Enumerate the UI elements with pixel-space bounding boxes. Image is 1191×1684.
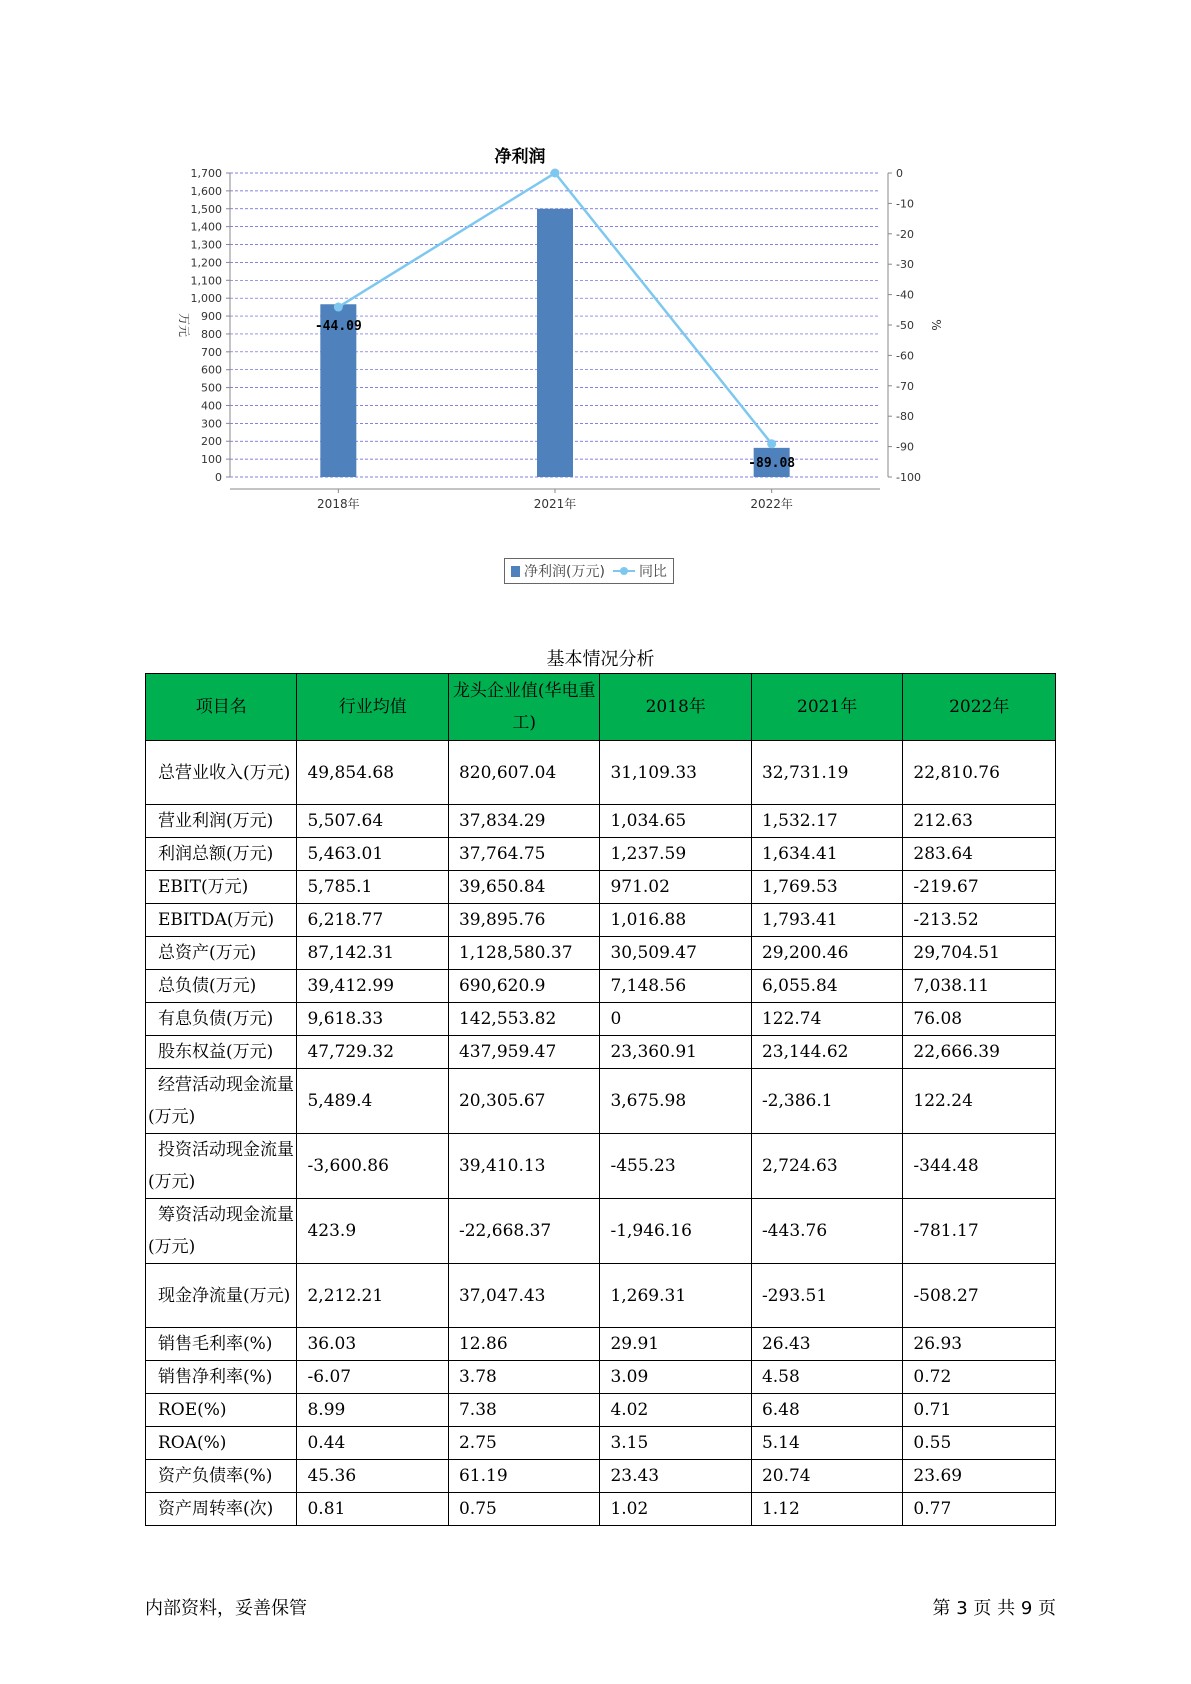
y-tick-label: 900	[201, 310, 222, 324]
cell-2018: -455.23	[600, 1134, 751, 1199]
cell-item: 股东权益(万元)	[146, 1036, 297, 1069]
legend-bar-swatch	[511, 566, 520, 577]
cell-leader: 39,410.13	[448, 1134, 599, 1199]
y2-tick-label: -90	[896, 440, 914, 454]
cell-item: 有息负债(万元)	[146, 1003, 297, 1036]
cell-industry-avg: 5,507.64	[297, 805, 448, 838]
cell-item: 资产负债率(%)	[146, 1460, 297, 1493]
net-profit-chart	[140, 130, 1040, 600]
cell-2022: 22,666.39	[903, 1036, 1056, 1069]
x-tick-label: 2021年	[533, 497, 577, 511]
y-tick-label: 400	[201, 399, 222, 413]
table-row	[146, 1427, 1056, 1460]
cell-2018: -1,946.16	[600, 1199, 751, 1264]
cell-2018: 3,675.98	[600, 1069, 751, 1134]
cell-item: EBIT(万元)	[146, 871, 297, 904]
cell-2022: -508.27	[903, 1264, 1056, 1328]
y2-tick-label: -50	[896, 319, 914, 332]
y2-axis-label: %	[929, 319, 943, 331]
cell-item: 总负债(万元)	[146, 970, 297, 1003]
yoy-data-label: -44.09	[314, 319, 362, 335]
header-2022: 2022年	[903, 674, 1056, 741]
table-caption: 基本情况分析	[546, 649, 655, 670]
cell-item: 经营活动现金流量(万元)	[146, 1069, 297, 1134]
cell-2021: 1.12	[751, 1493, 902, 1526]
y-axis-label: 万元	[177, 312, 191, 338]
cell-2018: 30,509.47	[600, 937, 751, 970]
cell-leader: 3.78	[448, 1361, 599, 1394]
cell-2022: 7,038.11	[903, 970, 1056, 1003]
cell-2021: -443.76	[751, 1199, 902, 1264]
cell-2021: 6,055.84	[751, 970, 902, 1003]
cell-industry-avg: 8.99	[297, 1394, 448, 1427]
cell-leader: 37,764.75	[448, 838, 599, 871]
table-row	[146, 1460, 1056, 1493]
cell-2022: 0.55	[903, 1427, 1056, 1460]
y2-tick-label: 0	[896, 167, 903, 180]
table-row	[146, 1069, 1056, 1134]
y-tick-label: 1,200	[190, 256, 222, 270]
yoy-data-label: -89.08	[748, 455, 796, 471]
cell-industry-avg: 5,785.1	[297, 871, 448, 904]
cell-leader: 690,620.9	[448, 970, 599, 1003]
cell-2018: 971.02	[600, 871, 751, 904]
y2-tick-label: -30	[896, 258, 914, 272]
cell-2018: 0	[600, 1003, 751, 1036]
cell-2021: 5.14	[751, 1427, 902, 1460]
table-row	[146, 970, 1056, 1003]
y-tick-label: 1,300	[190, 238, 222, 252]
cell-2018: 3.09	[600, 1361, 751, 1394]
cell-2021: 32,731.19	[751, 741, 902, 805]
cell-leader: 37,047.43	[448, 1264, 599, 1328]
table-row	[146, 805, 1056, 838]
legend-line-swatch	[613, 566, 635, 576]
cell-industry-avg: 39,412.99	[297, 970, 448, 1003]
cell-industry-avg: 423.9	[297, 1199, 448, 1264]
cell-2022: -219.67	[903, 871, 1056, 904]
cell-2022: 29,704.51	[903, 937, 1056, 970]
cell-2022: 212.63	[903, 805, 1056, 838]
table-row	[146, 1394, 1056, 1427]
legend-label-net-profit: 净利润(万元)	[524, 564, 605, 580]
cell-leader: 7.38	[448, 1394, 599, 1427]
cell-2021: 29,200.46	[751, 937, 902, 970]
table-row	[146, 937, 1056, 970]
cell-item: EBITDA(万元)	[146, 904, 297, 937]
yoy-point	[767, 439, 776, 448]
legend-label-yoy: 同比	[638, 564, 667, 580]
cell-industry-avg: 36.03	[297, 1328, 448, 1361]
cell-2018: 1,034.65	[600, 805, 751, 838]
cell-leader: 1,128,580.37	[448, 937, 599, 970]
x-tick-label: 2018年	[317, 497, 360, 511]
cell-2018: 1,237.59	[600, 838, 751, 871]
cell-item: 利润总额(万元)	[146, 838, 297, 871]
cell-item: 总资产(万元)	[146, 937, 297, 970]
cell-2021: 20.74	[751, 1460, 902, 1493]
cell-item: ROA(%)	[146, 1427, 297, 1460]
cell-item: ROE(%)	[146, 1394, 297, 1427]
cell-2021: 1,634.41	[751, 838, 902, 871]
table-row	[146, 871, 1056, 904]
cell-2018: 31,109.33	[600, 741, 751, 805]
cell-industry-avg: 45.36	[297, 1460, 448, 1493]
cell-item: 资产周转率(次)	[146, 1493, 297, 1526]
yoy-point	[551, 169, 560, 178]
bar-2021年	[537, 209, 573, 477]
cell-2022: -781.17	[903, 1199, 1056, 1264]
cell-2021: 26.43	[751, 1328, 902, 1361]
cell-item: 销售净利率(%)	[146, 1361, 297, 1394]
cell-leader: 820,607.04	[448, 741, 599, 805]
table-row	[146, 838, 1056, 871]
y2-tick-label: -20	[896, 227, 914, 241]
y-tick-label: 300	[201, 417, 222, 431]
y-tick-label: 100	[201, 453, 222, 467]
table-row	[146, 1036, 1056, 1069]
table-header-row	[146, 674, 1056, 741]
cell-item: 现金净流量(万元)	[146, 1264, 297, 1328]
cell-industry-avg: 87,142.31	[297, 937, 448, 970]
cell-2021: 1,769.53	[751, 871, 902, 904]
cell-industry-avg: 49,854.68	[297, 741, 448, 805]
cell-2021: -2,386.1	[751, 1069, 902, 1134]
y-tick-label: 1,700	[190, 167, 222, 180]
cell-2022: 0.71	[903, 1394, 1056, 1427]
cell-leader: 39,650.84	[448, 871, 599, 904]
table-row	[146, 1493, 1056, 1526]
cell-industry-avg: 0.44	[297, 1427, 448, 1460]
y-tick-label: 700	[201, 345, 222, 359]
yoy-point	[334, 303, 343, 312]
cell-2022: 0.72	[903, 1361, 1056, 1394]
cell-2021: 1,793.41	[751, 904, 902, 937]
cell-2018: 23.43	[600, 1460, 751, 1493]
cell-2021: 1,532.17	[751, 805, 902, 838]
cell-leader: 61.19	[448, 1460, 599, 1493]
cell-item: 投资活动现金流量(万元)	[146, 1134, 297, 1199]
y-tick-label: 500	[201, 381, 222, 395]
y-tick-label: 1,500	[190, 202, 222, 216]
table-row	[146, 904, 1056, 937]
y-tick-label: 800	[201, 327, 222, 341]
cell-2018: 23,360.91	[600, 1036, 751, 1069]
chart-title: 净利润	[494, 147, 546, 167]
table-row	[146, 1328, 1056, 1361]
cell-2022: 0.77	[903, 1493, 1056, 1526]
y2-tick-label: -80	[896, 410, 914, 424]
cell-2021: 2,724.63	[751, 1134, 902, 1199]
cell-2022: 23.69	[903, 1460, 1056, 1493]
cell-leader: 2.75	[448, 1427, 599, 1460]
cell-leader: 37,834.29	[448, 805, 599, 838]
cell-2022: 26.93	[903, 1328, 1056, 1361]
cell-item: 筹资活动现金流量(万元)	[146, 1199, 297, 1264]
y2-tick-label: -10	[896, 197, 914, 211]
y-tick-label: 600	[201, 363, 222, 377]
x-tick-label: 2022年	[750, 497, 793, 511]
cell-item: 营业利润(万元)	[146, 805, 297, 838]
header-industry-avg: 行业均值	[297, 674, 448, 741]
table-row	[146, 1134, 1056, 1199]
y-tick-label: 1,000	[190, 292, 222, 306]
cell-2018: 1,016.88	[600, 904, 751, 937]
cell-industry-avg: 6,218.77	[297, 904, 448, 937]
cell-2021: 122.74	[751, 1003, 902, 1036]
cell-item: 总营业收入(万元)	[146, 741, 297, 805]
cell-industry-avg: -3,600.86	[297, 1134, 448, 1199]
cell-2018: 1.02	[600, 1493, 751, 1526]
cell-industry-avg: 5,489.4	[297, 1069, 448, 1134]
footer-confidential: 内部资料，妥善保管	[145, 1598, 307, 1619]
y-tick-label: 1,600	[190, 184, 222, 198]
cell-2018: 1,269.31	[600, 1264, 751, 1328]
header-item-name: 项目名	[146, 674, 297, 741]
cell-2021: 6.48	[751, 1394, 902, 1427]
y-tick-label: 200	[201, 435, 222, 449]
cell-leader: 437,959.47	[448, 1036, 599, 1069]
y-tick-label: 1,400	[190, 220, 222, 234]
y2-tick-label: -70	[896, 379, 914, 393]
cell-2022: 122.24	[903, 1069, 1056, 1134]
cell-industry-avg: 9,618.33	[297, 1003, 448, 1036]
cell-2021: 23,144.62	[751, 1036, 902, 1069]
cell-2018: 3.15	[600, 1427, 751, 1460]
cell-leader: -22,668.37	[448, 1199, 599, 1264]
cell-leader: 12.86	[448, 1328, 599, 1361]
header-2018: 2018年	[600, 674, 751, 741]
cell-2018: 4.02	[600, 1394, 751, 1427]
cell-leader: 142,553.82	[448, 1003, 599, 1036]
table-row	[146, 741, 1056, 805]
cell-industry-avg: -6.07	[297, 1361, 448, 1394]
cell-industry-avg: 0.81	[297, 1493, 448, 1526]
cell-industry-avg: 2,212.21	[297, 1264, 448, 1328]
y2-tick-label: -60	[896, 349, 914, 363]
cell-2021: -293.51	[751, 1264, 902, 1328]
cell-2022: 76.08	[903, 1003, 1056, 1036]
cell-2022: -344.48	[903, 1134, 1056, 1199]
footer-page-number: 第 3 页 共 9 页	[932, 1598, 1056, 1619]
table-row	[146, 1361, 1056, 1394]
header-2021: 2021年	[751, 674, 902, 741]
header-leader-value: 龙头企业值(华电重工)	[448, 674, 599, 741]
y2-tick-label: -40	[896, 288, 914, 302]
cell-leader: 20,305.67	[448, 1069, 599, 1134]
table-row	[146, 1199, 1056, 1264]
basic-analysis-table	[145, 673, 1056, 1526]
y-tick-label: 0	[215, 471, 222, 484]
cell-2021: 4.58	[751, 1361, 902, 1394]
cell-2018: 29.91	[600, 1328, 751, 1361]
cell-leader: 0.75	[448, 1493, 599, 1526]
cell-leader: 39,895.76	[448, 904, 599, 937]
chart-plot	[140, 130, 1040, 560]
y2-tick-label: -100	[896, 471, 921, 484]
cell-industry-avg: 47,729.32	[297, 1036, 448, 1069]
cell-2022: -213.52	[903, 904, 1056, 937]
cell-item: 销售毛利率(%)	[146, 1328, 297, 1361]
y-tick-label: 1,100	[190, 274, 222, 288]
cell-2018: 7,148.56	[600, 970, 751, 1003]
chart-legend	[504, 558, 674, 584]
cell-2022: 283.64	[903, 838, 1056, 871]
cell-industry-avg: 5,463.01	[297, 838, 448, 871]
cell-2022: 22,810.76	[903, 741, 1056, 805]
table-row	[146, 1003, 1056, 1036]
table-row	[146, 1264, 1056, 1328]
